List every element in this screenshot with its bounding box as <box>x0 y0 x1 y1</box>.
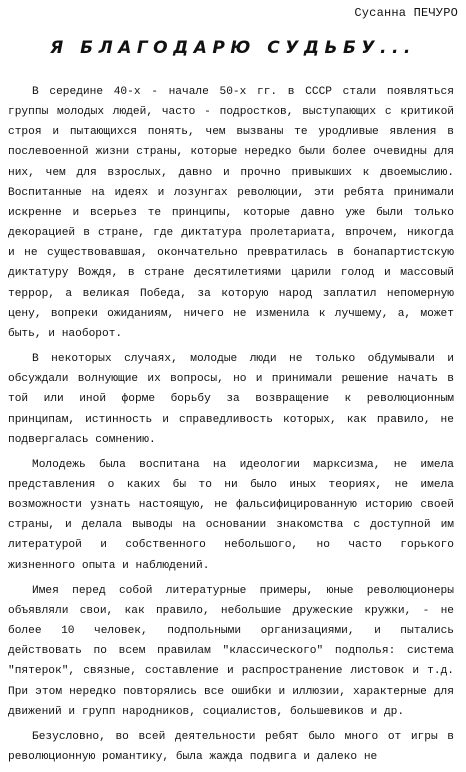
author-name: Сусанна ПЕЧУРО <box>354 6 458 20</box>
document-title: Я БЛАГОДАРЮ СУДЬБУ... <box>50 38 416 58</box>
paragraph: В середине 40-х - начале 50-х гг. в СССР стали появляться группы молодых людей, часто - подростков, выступающих с критикой строя и пытающихся понять, чем вызваны те уродливые явления в послевоенной жизни страны, которые нередко были более очевидны для них, чем для взрослых, давно и прочно привыкших к двоемыслию. Воспитанные на идеях и лозунгах революции, эти ребята принимали искренне и всерьез те принципы, которые давно уже были только декорацией в стране, где диктатура пролетариата, впрочем, никогда и не существовавшая, окончательно превратилась в бонапартистскую диктатуру Вождя, в стране десятилетиями царили голод и массовый террор, а великая Победа, за которую народ заплатил непомерную цену, вопреки ожиданиям, ничего не изменила к лучшему, а, может быть, и наоборот. <box>8 86 454 340</box>
paragraph: Молодежь была воспитана на идеологии марксизма, не имела представления о каких бы то ни было иных теориях, не имела возможности узнать настоящую, не фальсифицированную историю своей страны, и делала выводы на основании знакомства с доступной им литературой и собственного небольшого, но часто горького жизненного опыта и наблюдений. <box>8 458 454 572</box>
paragraph: Безусловно, во всей деятельности ребят было много от игры в революционную романтику, была жажда подвига и далеко не <box>8 730 454 763</box>
document-body <box>8 82 454 772</box>
paragraph: В некоторых случаях, молодые люди не только обдумывали и обсуждали волнующие их вопросы, но и принимали решение начать в той или иной форме борьбу за возвращение к революционным принципам, истинность и справедливость которых, как правило, не подвергалась сомнению. <box>8 353 454 446</box>
paragraph: Имея перед собой литературные примеры, юные революционеры объявляли свои, как правило, небольшие дружеские кружки, - не более 10 человек, подпольными организациями, и пытались действовать по всем правилам "классического" подполья: система "пятерок", связные, составление и распространение листовок и т.д. При этом нередко повторялись все ошибки и иллюзии, характерные для движений и групп народников, социалистов, большевиков и др. <box>8 584 454 718</box>
